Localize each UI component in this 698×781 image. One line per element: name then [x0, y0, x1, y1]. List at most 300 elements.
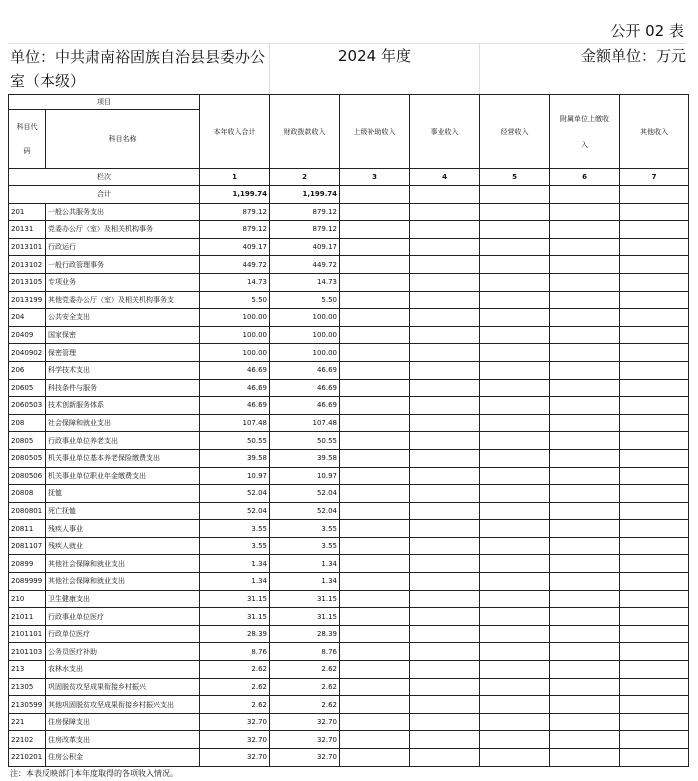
subject-name: 抚恤: [46, 485, 200, 503]
empty-cell: [550, 485, 620, 503]
column-number-row: [9, 169, 689, 186]
empty-cell: [550, 414, 620, 432]
item-header: 项目: [9, 95, 200, 110]
subject-code: 20808: [9, 485, 46, 503]
total-income-value: 2.62: [200, 696, 270, 714]
empty-cell: [340, 731, 410, 749]
empty-cell: [620, 309, 689, 327]
empty-cell: [620, 432, 689, 450]
subject-code: 22102: [9, 731, 46, 749]
empty-cell: [550, 273, 620, 291]
empty-cell: [480, 326, 550, 344]
other-header: 其他收入: [620, 95, 689, 169]
empty-cell: [480, 309, 550, 327]
empty-cell: [340, 749, 410, 767]
subject-name: 住房保障支出: [46, 713, 200, 731]
total-income-value: 32.70: [200, 713, 270, 731]
empty-cell: [410, 414, 480, 432]
empty-cell: [410, 379, 480, 397]
fiscal-income-value: 449.72: [270, 256, 340, 274]
empty-cell: [550, 432, 620, 450]
empty-cell: [410, 555, 480, 573]
fiscal-income-value: 10.97: [270, 467, 340, 485]
total-income-value: 52.04: [200, 485, 270, 503]
empty-cell: [340, 203, 410, 221]
empty-cell: [410, 449, 480, 467]
empty-cell: [410, 608, 480, 626]
subject-name: 其他社会保障和就业支出: [46, 573, 200, 591]
total-income-value: 52.04: [200, 502, 270, 520]
subject-code: 221: [9, 713, 46, 731]
total-income-value: 14.73: [200, 273, 270, 291]
fiscal-income-value: 1.34: [270, 573, 340, 591]
empty-cell: [340, 361, 410, 379]
subject-code: 2013105: [9, 273, 46, 291]
total-income-value: 1.34: [200, 555, 270, 573]
total-income-value: 100.00: [200, 309, 270, 327]
empty-cell: [340, 344, 410, 362]
subject-code: 2081107: [9, 537, 46, 555]
empty-cell: [620, 696, 689, 714]
subject-name: 公务员医疗补助: [46, 643, 200, 661]
empty-cell: [480, 238, 550, 256]
subject-name: 社会保障和就业支出: [46, 414, 200, 432]
empty-cell: [550, 361, 620, 379]
empty-cell: [480, 643, 550, 661]
subject-name: 公共安全支出: [46, 309, 200, 327]
empty-cell: [480, 485, 550, 503]
empty-cell: [550, 397, 620, 415]
total-income-value: 32.70: [200, 731, 270, 749]
total-income-value: 449.72: [200, 256, 270, 274]
fiscal-income-value: 52.04: [270, 502, 340, 520]
empty-cell: [480, 186, 550, 204]
empty-cell: [550, 221, 620, 239]
subject-code: 2210201: [9, 749, 46, 767]
table-row: [9, 344, 689, 362]
subject-code: 2040902: [9, 344, 46, 362]
empty-cell: [410, 502, 480, 520]
subject-name: 保密管理: [46, 344, 200, 362]
empty-cell: [550, 326, 620, 344]
empty-cell: [340, 643, 410, 661]
column-number: 7: [620, 169, 689, 186]
empty-cell: [340, 238, 410, 256]
empty-cell: [550, 291, 620, 309]
empty-cell: [410, 661, 480, 679]
empty-cell: [480, 573, 550, 591]
empty-cell: [480, 537, 550, 555]
subject-code: 210: [9, 590, 46, 608]
total-income-value: 46.69: [200, 361, 270, 379]
empty-cell: [480, 379, 550, 397]
subject-name: 行政单位医疗: [46, 625, 200, 643]
empty-cell: [410, 625, 480, 643]
fiscal-header: 财政拨款收入: [270, 95, 340, 169]
empty-cell: [550, 309, 620, 327]
empty-cell: [550, 449, 620, 467]
empty-cell: [550, 678, 620, 696]
subject-name: 一般行政管理事务: [46, 256, 200, 274]
empty-cell: [550, 731, 620, 749]
empty-cell: [410, 397, 480, 415]
total-income-value: 879.12: [200, 221, 270, 239]
empty-cell: [480, 555, 550, 573]
total-income-value: 2.62: [200, 661, 270, 679]
empty-cell: [340, 502, 410, 520]
empty-cell: [550, 186, 620, 204]
empty-cell: [340, 590, 410, 608]
subject-name: 行政事业单位养老支出: [46, 432, 200, 450]
empty-cell: [340, 608, 410, 626]
subject-code: 2101101: [9, 625, 46, 643]
table-row: [9, 520, 689, 538]
table-row: [9, 379, 689, 397]
empty-cell: [550, 749, 620, 767]
empty-cell: [410, 467, 480, 485]
subject-name: 一般公共服务支出: [46, 203, 200, 221]
amount-unit-label: 金额单位：万元: [580, 47, 686, 65]
fiscal-income-value: 31.15: [270, 590, 340, 608]
empty-cell: [550, 696, 620, 714]
fiscal-income-value: 2.62: [270, 661, 340, 679]
empty-cell: [340, 467, 410, 485]
empty-cell: [410, 326, 480, 344]
empty-cell: [480, 590, 550, 608]
total-income-value: 1.34: [200, 573, 270, 591]
subject-code: 2080801: [9, 502, 46, 520]
empty-cell: [340, 661, 410, 679]
fiscal-income-value: 32.70: [270, 731, 340, 749]
empty-cell: [620, 291, 689, 309]
footnote: 注：本表反映部门本年度取得的各项收入情况。: [10, 769, 178, 778]
empty-cell: [410, 309, 480, 327]
empty-cell: [410, 186, 480, 204]
subject-code: 21305: [9, 678, 46, 696]
empty-cell: [480, 467, 550, 485]
empty-cell: [550, 713, 620, 731]
subject-name: 国家保密: [46, 326, 200, 344]
subject-code: 213: [9, 661, 46, 679]
empty-cell: [480, 432, 550, 450]
fiscal-income-value: 32.70: [270, 713, 340, 731]
fiscal-income-value: 3.55: [270, 520, 340, 538]
empty-cell: [550, 379, 620, 397]
empty-cell: [620, 256, 689, 274]
empty-cell: [410, 291, 480, 309]
table-row: [9, 203, 689, 221]
empty-cell: [480, 731, 550, 749]
empty-cell: [340, 537, 410, 555]
empty-cell: [480, 256, 550, 274]
empty-cell: [410, 238, 480, 256]
table-row: [9, 361, 689, 379]
empty-cell: [410, 432, 480, 450]
total-income-value: 100.00: [200, 326, 270, 344]
empty-cell: [620, 221, 689, 239]
operating-header: 经营收入: [480, 95, 550, 169]
subject-code: 2130599: [9, 696, 46, 714]
fiscal-income-value: 1.34: [270, 555, 340, 573]
table-row: [9, 221, 689, 239]
empty-cell: [550, 467, 620, 485]
empty-cell: [340, 432, 410, 450]
subsidiary-header: 附属单位上缴收入: [550, 95, 620, 169]
total-income-value: 3.55: [200, 520, 270, 538]
empty-cell: [410, 678, 480, 696]
income-table: [8, 94, 689, 767]
report-header: [8, 44, 688, 94]
total-income-value: 409.17: [200, 238, 270, 256]
fiscal-income-value: 2.62: [270, 696, 340, 714]
subject-name: 巩固脱贫攻坚成果衔接乡村振兴: [46, 678, 200, 696]
empty-cell: [480, 661, 550, 679]
subject-name: 技术创新服务体系: [46, 397, 200, 415]
subject-code: 20605: [9, 379, 46, 397]
empty-cell: [620, 361, 689, 379]
empty-cell: [340, 186, 410, 204]
subject-name: 其他社会保障和就业支出: [46, 555, 200, 573]
empty-cell: [620, 203, 689, 221]
subject-name: 专项业务: [46, 273, 200, 291]
empty-cell: [340, 678, 410, 696]
empty-cell: [620, 186, 689, 204]
subject-name: 机关事业单位职业年金缴费支出: [46, 467, 200, 485]
empty-cell: [620, 678, 689, 696]
empty-cell: [620, 273, 689, 291]
total-income-value: 3.55: [200, 537, 270, 555]
table-row: [9, 696, 689, 714]
year-label: 2024 年度: [270, 44, 480, 94]
subject-code: 2080505: [9, 449, 46, 467]
fiscal-income-value: 100.00: [270, 309, 340, 327]
table-row: [9, 537, 689, 555]
total-header: 本年收入合计: [200, 95, 270, 169]
empty-cell: [550, 520, 620, 538]
total-row: [9, 186, 689, 204]
total-income-value: 100.00: [200, 344, 270, 362]
subject-code: 2101103: [9, 643, 46, 661]
table-row: [9, 731, 689, 749]
empty-cell: [550, 238, 620, 256]
table-row: [9, 273, 689, 291]
subject-name: 党委办公厅（室）及相关机构事务: [46, 221, 200, 239]
subject-name: 其他党委办公厅（室）及相关机构事务支: [46, 291, 200, 309]
fiscal-income-value: 31.15: [270, 608, 340, 626]
table-row: [9, 590, 689, 608]
name-header: 科目名称: [46, 110, 200, 169]
table-row: [9, 414, 689, 432]
empty-cell: [620, 573, 689, 591]
empty-cell: [620, 485, 689, 503]
total-income-value: 5.50: [200, 291, 270, 309]
subject-name: 其他巩固脱贫攻坚成果衔接乡村振兴支出: [46, 696, 200, 714]
table-row: [9, 256, 689, 274]
empty-cell: [410, 713, 480, 731]
total-income-value: 39.58: [200, 449, 270, 467]
column-number: 1: [200, 169, 270, 186]
empty-cell: [550, 573, 620, 591]
subject-name: 行政事业单位医疗: [46, 608, 200, 626]
empty-cell: [480, 696, 550, 714]
fiscal-income-value: 100.00: [270, 344, 340, 362]
fiscal-income-value: 8.76: [270, 643, 340, 661]
fiscal-income-value: 879.12: [270, 203, 340, 221]
subject-name: 死亡抚恤: [46, 502, 200, 520]
empty-cell: [480, 344, 550, 362]
table-row: [9, 291, 689, 309]
empty-cell: [620, 238, 689, 256]
empty-cell: [620, 467, 689, 485]
empty-cell: [340, 397, 410, 415]
empty-cell: [410, 361, 480, 379]
total-row-fiscal: 1,199.74: [270, 186, 340, 204]
total-income-value: 8.76: [200, 643, 270, 661]
fiscal-income-value: 3.55: [270, 537, 340, 555]
table-row: [9, 625, 689, 643]
table-row: [9, 238, 689, 256]
fiscal-income-value: 409.17: [270, 238, 340, 256]
empty-cell: [550, 661, 620, 679]
empty-cell: [340, 326, 410, 344]
fiscal-income-value: 2.62: [270, 678, 340, 696]
empty-cell: [550, 555, 620, 573]
column-number: 6: [550, 169, 620, 186]
fiscal-income-value: 14.73: [270, 273, 340, 291]
total-row-total: 1,199.74: [200, 186, 270, 204]
empty-cell: [480, 397, 550, 415]
total-income-value: 50.55: [200, 432, 270, 450]
empty-cell: [480, 502, 550, 520]
empty-cell: [480, 678, 550, 696]
empty-cell: [410, 731, 480, 749]
empty-cell: [340, 696, 410, 714]
subject-code: 206: [9, 361, 46, 379]
subject-code: 2013199: [9, 291, 46, 309]
subject-code: 20899: [9, 555, 46, 573]
subject-code: 204: [9, 309, 46, 327]
empty-cell: [550, 537, 620, 555]
empty-cell: [620, 643, 689, 661]
total-income-value: 46.69: [200, 379, 270, 397]
empty-cell: [410, 203, 480, 221]
empty-cell: [620, 397, 689, 415]
table-row: [9, 713, 689, 731]
column-number: 4: [410, 169, 480, 186]
table-row: [9, 502, 689, 520]
subject-code: 2013102: [9, 256, 46, 274]
empty-cell: [340, 485, 410, 503]
empty-cell: [550, 344, 620, 362]
subject-code: 21011: [9, 608, 46, 626]
fiscal-income-value: 46.69: [270, 379, 340, 397]
empty-cell: [410, 590, 480, 608]
total-row-label: 合计: [9, 186, 200, 204]
empty-cell: [620, 749, 689, 767]
empty-cell: [550, 590, 620, 608]
empty-cell: [480, 291, 550, 309]
total-income-value: 28.39: [200, 625, 270, 643]
empty-cell: [340, 625, 410, 643]
header-row-item: [9, 95, 689, 110]
fiscal-income-value: 107.48: [270, 414, 340, 432]
total-income-value: 2.62: [200, 678, 270, 696]
empty-cell: [480, 520, 550, 538]
empty-cell: [480, 273, 550, 291]
empty-cell: [550, 643, 620, 661]
subject-code: 201: [9, 203, 46, 221]
empty-cell: [620, 344, 689, 362]
empty-cell: [550, 502, 620, 520]
table-row: [9, 485, 689, 503]
total-income-value: 46.69: [200, 397, 270, 415]
empty-cell: [620, 414, 689, 432]
subject-code: 20805: [9, 432, 46, 450]
column-number: 3: [340, 169, 410, 186]
total-income-value: 31.15: [200, 590, 270, 608]
empty-cell: [620, 625, 689, 643]
empty-cell: [620, 326, 689, 344]
fiscal-income-value: 50.55: [270, 432, 340, 450]
empty-cell: [620, 713, 689, 731]
subject-code: 2013101: [9, 238, 46, 256]
table-row: [9, 432, 689, 450]
table-row: [9, 397, 689, 415]
form-code: 公开 02 表: [8, 18, 686, 44]
empty-cell: [410, 221, 480, 239]
subject-code: 2089999: [9, 573, 46, 591]
table-row: [9, 573, 689, 591]
empty-cell: [620, 555, 689, 573]
empty-cell: [480, 221, 550, 239]
total-income-value: 879.12: [200, 203, 270, 221]
table-row: [9, 467, 689, 485]
column-row-label: 栏次: [9, 169, 200, 186]
empty-cell: [620, 502, 689, 520]
table-row: [9, 326, 689, 344]
empty-cell: [340, 520, 410, 538]
table-row: [9, 449, 689, 467]
subject-code: 2060503: [9, 397, 46, 415]
fiscal-income-value: 28.39: [270, 625, 340, 643]
empty-cell: [620, 590, 689, 608]
empty-cell: [480, 203, 550, 221]
empty-cell: [340, 291, 410, 309]
empty-cell: [410, 485, 480, 503]
fiscal-income-value: 52.04: [270, 485, 340, 503]
empty-cell: [620, 661, 689, 679]
subject-code: 20409: [9, 326, 46, 344]
subject-name: 残疾人就业: [46, 537, 200, 555]
empty-cell: [620, 449, 689, 467]
fiscal-income-value: 100.00: [270, 326, 340, 344]
fiscal-income-value: 46.69: [270, 397, 340, 415]
subject-code: 208: [9, 414, 46, 432]
empty-cell: [410, 749, 480, 767]
subject-code: 2080506: [9, 467, 46, 485]
empty-cell: [410, 344, 480, 362]
empty-cell: [340, 309, 410, 327]
fiscal-income-value: 39.58: [270, 449, 340, 467]
empty-cell: [340, 449, 410, 467]
empty-cell: [410, 520, 480, 538]
empty-cell: [480, 625, 550, 643]
business-header: 事业收入: [410, 95, 480, 169]
subject-name: 住房改革支出: [46, 731, 200, 749]
subject-name: 机关事业单位基本养老保险缴费支出: [46, 449, 200, 467]
code-header: 科目代码: [9, 110, 46, 169]
empty-cell: [550, 203, 620, 221]
